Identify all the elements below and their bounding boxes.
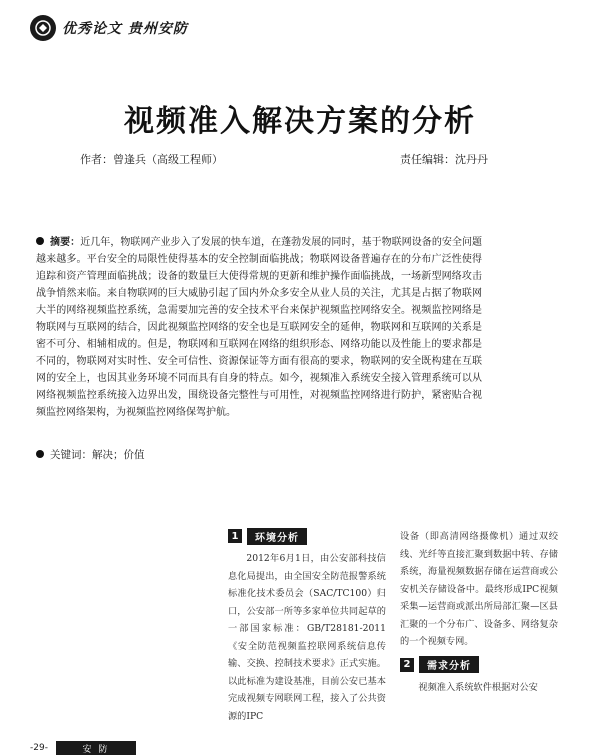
bullet-icon [36, 237, 44, 245]
body-column-right [400, 528, 558, 696]
journal-logo [30, 15, 56, 41]
keywords-line [36, 447, 145, 462]
author-byline: 作者：曾逢兵（高级工程师） [80, 153, 223, 166]
section-number: 1 [228, 529, 242, 543]
bullet-icon [36, 450, 44, 458]
section-paragraph: 2012年6月1日，由公安部科技信息化局提出，由全国安全防范报警系统标准化技术委员会（SAC/TC100）归口，公安部一所等多家单位共同起草的一部国家标准：GB/T28181-2011《安全防范视频监控联网系统信息传输、交换、控制技术要求》正式实施。以此标准为建设基准，目前公安已基本完成视频专网联网工程，接入了公共资源的IPC [228, 553, 386, 722]
page-number: -29- [30, 743, 48, 753]
emblem-icon [34, 19, 52, 37]
abstract-text: 近几年，物联网产业步入了发展的快车道，在蓬勃发展的同时，基于物联网设备的安全问题越来越多。平台安全的局限性使得基本的安全控制面临挑战；物联网设备普遍存在的分布广泛性使得追踪和资产管理面临挑战；设备的数量巨大使得常规的更新和维护操作面临挑战，一场新型网络攻击战争悄然来临。来自物联网的巨大威胁引起了国内外众多安全从业人员的关注，尤其是占据了物联网大半的网络视频监控系统，急需要加完善的安全技术平台来保护视频监控网络安全。视频监控网络是物联网与互联网的结合，因此视频监控网络的安全也是互联网安全的延伸，物联网和互联网的关系是密不可分、相辅相成的。但是，物联网和互联网在网络的组织形态、网络功能以及性能上的要求都是不同的，物联网对实时性、安全可信性、资源保证等方面有很高的要求，物联网的安全既构建在互联网的安全上，也因其业务环境不同而具有自身的特点。如今，视频准入系统安全接入管理系统可以从网络视频监控系统接入边界出发，围绕设备完整性与可用性，对视频监控网络进行防护，紧密贴合视频监控网络架构，为视频监控网络保驾护航。 [36, 237, 483, 418]
continued-paragraph: 设备（即高清网络摄像机）通过双绞线、光纤等直接汇聚到数据中转、存储系统，海量视频数据存储在运营商或公安机关存储设备中。最终形成IPC视频采集—运营商或派出所局部汇聚—区县汇聚的一个分布广、设备多、网络复杂的一个视频专网。 [400, 531, 558, 647]
footer-section-bar: 安 防 [56, 741, 136, 755]
section-heading [400, 657, 558, 673]
section-heading [228, 528, 386, 544]
keywords-text: 解决；价值 [92, 449, 145, 461]
section-title: 环境分析 [247, 528, 307, 545]
body-column-left [228, 528, 386, 725]
journal-header [30, 14, 188, 42]
journal-section-label: 优秀论文 贵州安防 [62, 21, 188, 37]
abstract-block [36, 234, 482, 421]
article-title: 视频准入解决方案的分析 [124, 104, 476, 139]
keywords-label: 关键词： [50, 449, 92, 461]
editor-byline: 责任编辑：沈丹丹 [400, 153, 488, 166]
section-number: 2 [400, 658, 414, 672]
section-title: 需求分析 [419, 656, 479, 673]
page-footer [30, 741, 136, 755]
abstract-label: 摘要： [50, 237, 81, 248]
section-paragraph: 视频准入系统软件根据对公安 [418, 681, 538, 693]
